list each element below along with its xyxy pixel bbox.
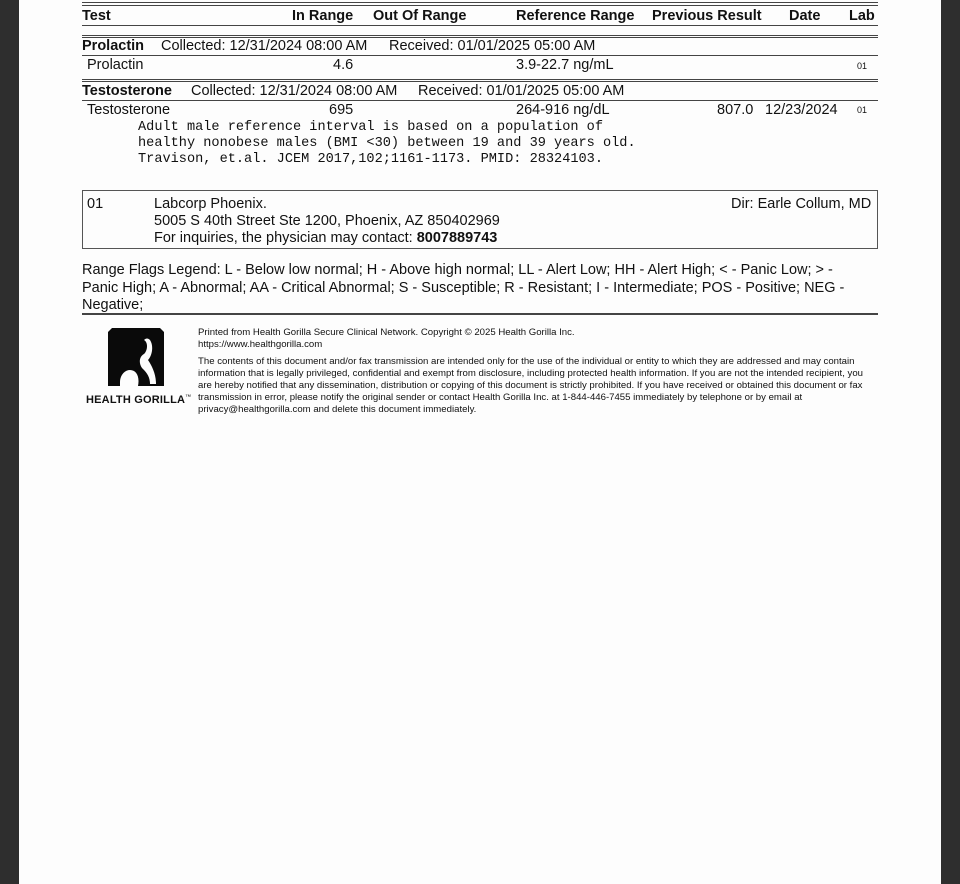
section-rule	[82, 79, 878, 80]
wordmark-tm: ™	[185, 394, 192, 401]
result-reference-range: 264-916 ng/dL	[516, 102, 610, 118]
section-rule	[82, 35, 878, 36]
viewer-right-margin	[941, 0, 960, 884]
collected-time: Collected: 12/31/2024 08:00 AM	[191, 83, 398, 99]
col-header-reference-range: Reference Range	[516, 8, 635, 24]
top-rule	[82, 2, 878, 3]
received-time: Received: 01/01/2025 05:00 AM	[418, 83, 625, 99]
range-flags-legend: Range Flags Legend: L - Below low normal; H - Above high normal; LL - Alert Low; HH - Alert High; < - Panic Low; > - Panic High; A - Abnormal; AA - Critical Abnormal; S - Susceptible; R - Resistant; I - Intermediate; POS - Positive; NEG - Negative;	[82, 262, 845, 313]
result-reference-range: 3.9-22.7 ng/mL	[516, 57, 614, 73]
section-title-testosterone: Testosterone	[82, 83, 172, 99]
col-header-previous-result: Previous Result	[652, 8, 762, 24]
received-time: Received: 01/01/2025 05:00 AM	[389, 38, 596, 54]
legend-rule	[82, 313, 878, 315]
col-header-out-of-range: Out Of Range	[373, 8, 467, 24]
lab-code: 01	[87, 196, 104, 212]
collected-time: Collected: 12/31/2024 08:00 AM	[161, 38, 368, 54]
result-previous-date: 12/23/2024	[765, 102, 838, 118]
result-lab-code: 01	[857, 61, 868, 71]
result-test-name: Testosterone	[87, 102, 171, 118]
lab-name: Labcorp Phoenix.	[154, 196, 267, 212]
lab-inquiry-line	[154, 230, 497, 246]
printed-from-line: Printed from Health Gorilla Secure Clinical Network. Copyright © 2025 Health Gorilla Inc.	[198, 327, 575, 338]
result-in-range: 4.6	[333, 57, 354, 73]
section-title-prolactin: Prolactin	[82, 38, 145, 54]
section-rule-2	[82, 81, 878, 82]
col-header-in-range: In Range	[292, 8, 354, 24]
header-rule	[82, 25, 878, 26]
lab-phone: 8007889743	[416, 230, 498, 246]
lab-inquiry-text: For inquiries, the physician may contact:	[154, 230, 413, 246]
health-gorilla-logo-icon	[104, 326, 168, 388]
health-gorilla-wordmark	[86, 394, 191, 406]
health-gorilla-url[interactable]: https://www.healthgorilla.com	[198, 339, 323, 350]
result-previous-value: 807.0	[717, 102, 754, 118]
result-in-range: 695	[329, 102, 354, 118]
lab-address: 5005 S 40th Street Ste 1200, Phoenix, AZ 850402969	[154, 213, 500, 229]
col-header-lab: Lab	[849, 8, 875, 24]
col-header-date: Date	[789, 8, 821, 24]
result-lab-code: 01	[857, 105, 868, 115]
section-subrule	[82, 55, 878, 56]
col-header-test: Test	[82, 8, 111, 24]
result-note-line: Travison, et.al. JCEM 2017,102;1161-1173. PMID: 28324103.	[138, 152, 603, 167]
top-rule-2	[82, 5, 878, 6]
confidentiality-disclaimer: The contents of this document and/or fax transmission are intended only for the use of the individual or entity to which they are addressed and may contain information that is legally privileged, confidential and exempt from disclosure, including protected health information. If you are not the intended recipient, you are hereby notified that any dissemination, distribution or copying of this document is strictly prohibited. If you have received or obtained this document or fax transmission in error, please notify the original sender or contact Health Gorilla Inc. at 1-844-446-7455 immediately by telephone or by email at privacy@healthgorilla.com and delete this document immediately.	[198, 356, 864, 415]
result-note-line: healthy nonobese males (BMI <30) between 19 and 39 years old.	[138, 136, 636, 151]
result-test-name: Prolactin	[87, 57, 144, 73]
result-note-line: Adult male reference interval is based on a population of	[138, 120, 603, 135]
lab-director: Dir: Earle Collum, MD	[731, 196, 872, 212]
viewer-left-margin	[0, 0, 19, 884]
wordmark-text: HEALTH GORILLA	[86, 394, 186, 406]
section-subrule	[82, 100, 878, 101]
